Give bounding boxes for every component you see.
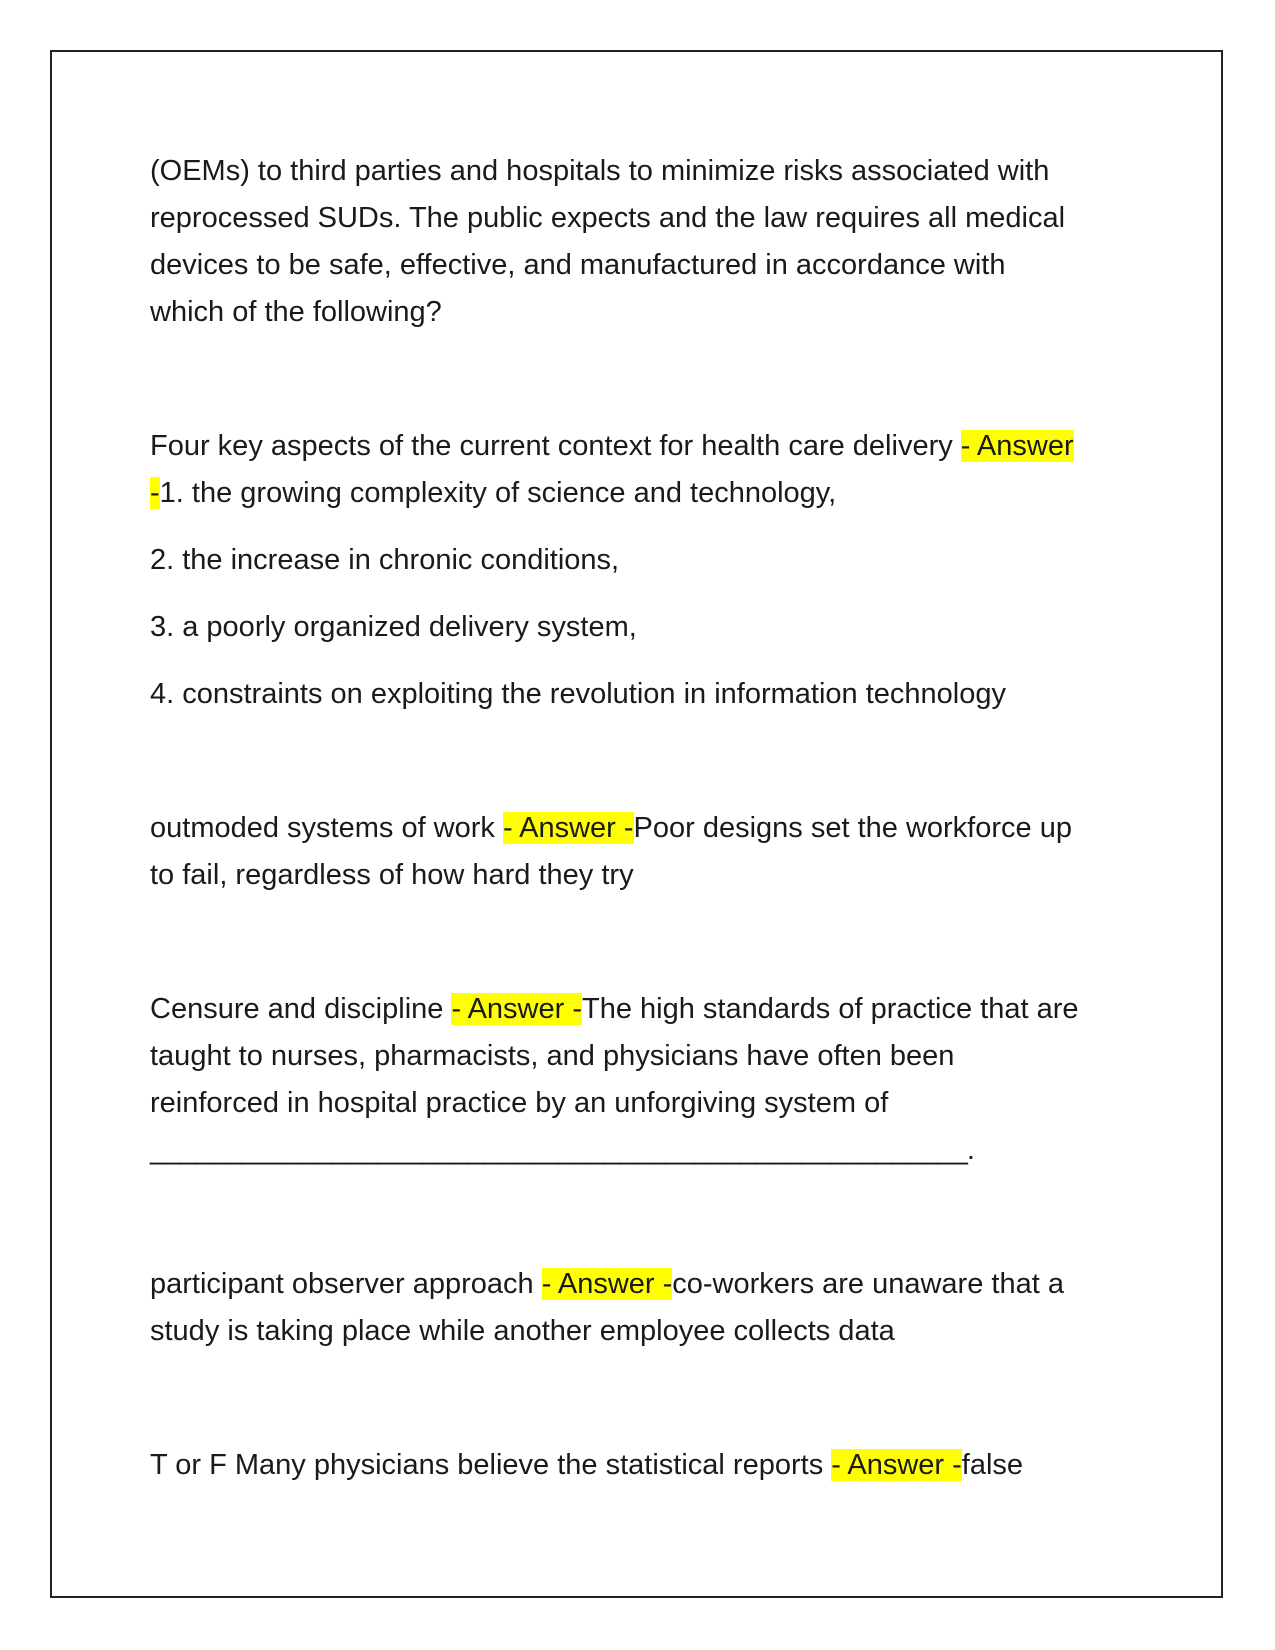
answer-text: to fail, regardless of how hard they try: [150, 859, 634, 891]
answer-text: co-workers are unaware that a: [672, 1268, 1064, 1300]
answer-marker: - Answer: [960, 430, 1074, 462]
intro-line: which of the following?: [150, 296, 442, 328]
intro-line: devices to be safe, effective, and manufactured in accordance with: [150, 249, 1006, 281]
list-item: 4. constraints on exploiting the revolution in information technology: [150, 678, 1007, 710]
question-text: outmoded systems of work: [150, 812, 503, 844]
list-item: 3. a poorly organized delivery system,: [150, 611, 637, 643]
list-item: 2. the increase in chronic conditions,: [150, 544, 620, 576]
answer-text: taught to nurses, pharmacists, and physicians have often been: [150, 1040, 955, 1072]
qa-item: [150, 805, 1135, 899]
intro-paragraph: [150, 148, 1135, 336]
intro-line: reprocessed SUDs. The public expects and the law requires all medical: [150, 202, 1066, 234]
document-body: [150, 148, 1135, 1489]
answer-text: false: [961, 1449, 1024, 1481]
qa-line: [150, 470, 1135, 517]
answer-text: study is taking place while another employee collects data: [150, 1315, 895, 1347]
blank-line: ______________________________________________________.: [150, 1134, 974, 1166]
answer-marker: - Answer -: [451, 993, 582, 1025]
fill-in-blank: [150, 1127, 1135, 1174]
qa-line: [150, 1442, 1135, 1489]
question-text: Four key aspects of the current context for health care delivery: [150, 430, 961, 462]
qa-line: [150, 986, 1135, 1033]
question-text: participant observer approach: [150, 1268, 542, 1300]
intro-line: (OEMs) to third parties and hospitals to minimize risks associated with: [150, 155, 1050, 187]
answer-marker: - Answer -: [541, 1268, 673, 1300]
question-text: T or F Many physicians believe the statistical reports: [150, 1449, 832, 1481]
qa-line: [150, 423, 1135, 470]
qa-item: [150, 1261, 1135, 1355]
answer-text: reinforced in hospital practice by an unforgiving system of: [150, 1087, 889, 1119]
qa-line: [150, 1261, 1135, 1308]
qa-line: [150, 805, 1135, 852]
qa-item: [150, 1442, 1135, 1489]
answer-marker: - Answer -: [831, 1449, 962, 1481]
answer-text: The high standards of practice that are: [582, 993, 1079, 1025]
answer-text: 1. the growing complexity of science and technology,: [159, 477, 837, 509]
answer-marker: -: [150, 477, 160, 509]
question-text: Censure and discipline: [150, 993, 452, 1025]
qa-item: [150, 423, 1135, 718]
answer-text: Poor designs set the workforce up: [633, 812, 1072, 844]
answer-marker: - Answer -: [502, 812, 634, 844]
qa-item: [150, 986, 1135, 1174]
